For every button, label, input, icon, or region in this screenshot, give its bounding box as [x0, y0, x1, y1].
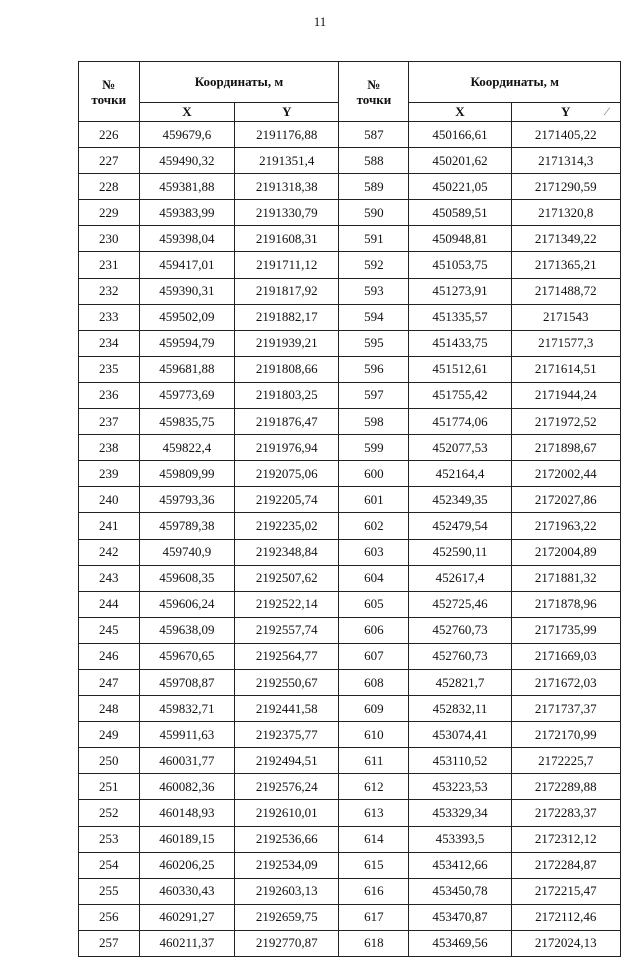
y-coordinate-cell: 2171349,22: [511, 226, 621, 252]
x-coordinate-cell: 459606,24: [139, 591, 235, 617]
point-number-cell: 247: [79, 669, 140, 695]
coordinates-table: [78, 61, 621, 957]
number-sign-label: №: [102, 76, 116, 92]
point-number-cell: 256: [79, 904, 140, 930]
y-coordinate-cell: 2172027,86: [511, 487, 621, 513]
point-number-cell: 252: [79, 800, 140, 826]
y-coordinate-cell: 2191176,88: [235, 122, 339, 148]
x-coordinate-cell: 459381,88: [139, 174, 235, 200]
table-row: [79, 226, 621, 252]
y-coordinate-cell: 2172284,87: [511, 852, 621, 878]
y-coordinate-cell: 2172004,89: [511, 539, 621, 565]
table-row: [79, 748, 621, 774]
y-coordinate-cell: 2171405,22: [511, 122, 621, 148]
point-number-cell: 248: [79, 696, 140, 722]
point-number-cell: 231: [79, 252, 140, 278]
x-coordinate-cell: 452760,73: [409, 617, 511, 643]
point-number-cell: 253: [79, 826, 140, 852]
point-number-cell: 241: [79, 513, 140, 539]
x-coordinate-cell: 459793,36: [139, 487, 235, 513]
table-row: [79, 382, 621, 408]
point-number-cell: 593: [339, 278, 409, 304]
x-coordinate-cell: 459417,01: [139, 252, 235, 278]
y-coordinate-cell: 2192235,02: [235, 513, 339, 539]
y-coordinate-cell: 2171878,96: [511, 591, 621, 617]
y-coordinate-cell: 2192494,51: [235, 748, 339, 774]
y-coordinate-cell: 2192536,66: [235, 826, 339, 852]
point-number-cell: 601: [339, 487, 409, 513]
point-number-cell: 232: [79, 278, 140, 304]
x-coordinate-cell: 459773,69: [139, 382, 235, 408]
y-coordinate-cell: 2192557,74: [235, 617, 339, 643]
point-number-cell: 587: [339, 122, 409, 148]
point-number-cell: 243: [79, 565, 140, 591]
x-coordinate-cell: 459398,04: [139, 226, 235, 252]
y-coordinate-cell: 2192603,13: [235, 878, 339, 904]
x-coordinate-cell: 453223,53: [409, 774, 511, 800]
x-coordinate-cell: 459789,38: [139, 513, 235, 539]
point-number-cell: 233: [79, 304, 140, 330]
x-coordinate-cell: 460330,43: [139, 878, 235, 904]
point-number-header-left: [79, 62, 140, 122]
x-coordinate-cell: 452479,54: [409, 513, 511, 539]
point-number-cell: 608: [339, 669, 409, 695]
x-coordinate-cell: 459390,31: [139, 278, 235, 304]
y-coordinate-cell: 2192522,14: [235, 591, 339, 617]
y-coordinate-cell: 2191817,92: [235, 278, 339, 304]
point-number-cell: 245: [79, 617, 140, 643]
point-number-cell: 249: [79, 722, 140, 748]
point-number-cell: 610: [339, 722, 409, 748]
x-coordinate-cell: 451053,75: [409, 252, 511, 278]
table-row: [79, 826, 621, 852]
x-coordinate-cell: 453412,66: [409, 852, 511, 878]
point-number-cell: 603: [339, 539, 409, 565]
point-number-cell: 592: [339, 252, 409, 278]
table-row: [79, 487, 621, 513]
y-coordinate-cell: 2171972,52: [511, 409, 621, 435]
table-row: [79, 435, 621, 461]
x-coordinate-cell: 453470,87: [409, 904, 511, 930]
y-coordinate-cell: 2192375,77: [235, 722, 339, 748]
y-coordinate-cell: 2172002,44: [511, 461, 621, 487]
y-coordinate-cell: 2191803,25: [235, 382, 339, 408]
y-coordinate-cell: 2191330,79: [235, 200, 339, 226]
x-coordinate-cell: 460148,93: [139, 800, 235, 826]
y-coordinate-cell: 2171543: [511, 304, 621, 330]
y-coordinate-cell: 2192441,58: [235, 696, 339, 722]
x-coordinate-cell: 453329,34: [409, 800, 511, 826]
table-row: [79, 878, 621, 904]
point-number-cell: 237: [79, 409, 140, 435]
table-row: [79, 174, 621, 200]
y-coordinate-cell: 2172289,88: [511, 774, 621, 800]
point-number-cell: 246: [79, 643, 140, 669]
x-coordinate-cell: 459383,99: [139, 200, 235, 226]
point-number-cell: 234: [79, 330, 140, 356]
point-number-cell: 599: [339, 435, 409, 461]
table-row: [79, 330, 621, 356]
y-coordinate-cell: 2191939,21: [235, 330, 339, 356]
x-coordinate-cell: 453469,56: [409, 930, 511, 956]
x-coordinate-cell: 459670,65: [139, 643, 235, 669]
number-sign-label: №: [367, 76, 381, 92]
x-coordinate-cell: 452617,4: [409, 565, 511, 591]
table-row: [79, 722, 621, 748]
x-coordinate-cell: 459708,87: [139, 669, 235, 695]
point-number-cell: 255: [79, 878, 140, 904]
point-number-cell: 609: [339, 696, 409, 722]
y-coordinate-cell: 2171881,32: [511, 565, 621, 591]
x-coordinate-cell: 452077,53: [409, 435, 511, 461]
x-coordinate-cell: 459809,99: [139, 461, 235, 487]
table-row: [79, 617, 621, 643]
point-number-cell: 615: [339, 852, 409, 878]
x-coordinate-cell: 450166,61: [409, 122, 511, 148]
point-number-cell: 230: [79, 226, 140, 252]
y-coordinate-cell: 2171737,37: [511, 696, 621, 722]
y-coordinate-cell: 2191608,31: [235, 226, 339, 252]
table-row: [79, 774, 621, 800]
x-coordinate-cell: 451433,75: [409, 330, 511, 356]
table-row: [79, 409, 621, 435]
x-coordinate-cell: 459502,09: [139, 304, 235, 330]
scan-mark: ⁄: [606, 104, 609, 118]
y-coordinate-cell: 2192564,77: [235, 643, 339, 669]
point-number-cell: 600: [339, 461, 409, 487]
y-coordinate-cell: 2191351,4: [235, 148, 339, 174]
x-coordinate-cell: 459832,71: [139, 696, 235, 722]
x-coordinate-cell: 450589,51: [409, 200, 511, 226]
point-number-cell: 254: [79, 852, 140, 878]
y-coordinate-cell: 2171614,51: [511, 356, 621, 382]
x-coordinate-cell: 460211,37: [139, 930, 235, 956]
y-coordinate-cell: 2171735,99: [511, 617, 621, 643]
x-coordinate-cell: 459490,32: [139, 148, 235, 174]
point-number-cell: 618: [339, 930, 409, 956]
y-column-header-left: Y: [235, 103, 339, 122]
point-number-cell: 227: [79, 148, 140, 174]
x-coordinate-cell: 452760,73: [409, 643, 511, 669]
point-number-cell: 596: [339, 356, 409, 382]
point-number-cell: 606: [339, 617, 409, 643]
x-coordinate-cell: 459835,75: [139, 409, 235, 435]
y-coordinate-cell: 2171290,59: [511, 174, 621, 200]
x-coordinate-cell: 452725,46: [409, 591, 511, 617]
y-coordinate-cell: 2171963,22: [511, 513, 621, 539]
point-number-cell: 239: [79, 461, 140, 487]
x-coordinate-cell: 450221,05: [409, 174, 511, 200]
point-number-cell: 589: [339, 174, 409, 200]
point-number-cell: 602: [339, 513, 409, 539]
x-coordinate-cell: 451273,91: [409, 278, 511, 304]
point-number-cell: 590: [339, 200, 409, 226]
point-number-cell: 228: [79, 174, 140, 200]
point-number-cell: 595: [339, 330, 409, 356]
y-coordinate-cell: 2192348,84: [235, 539, 339, 565]
table-row: [79, 591, 621, 617]
table-row: [79, 148, 621, 174]
table-row: [79, 669, 621, 695]
table-row: [79, 904, 621, 930]
point-number-cell: 226: [79, 122, 140, 148]
y-coordinate-cell: 2171669,03: [511, 643, 621, 669]
x-coordinate-cell: 459638,09: [139, 617, 235, 643]
x-coordinate-cell: 459608,35: [139, 565, 235, 591]
y-coordinate-cell: 2192550,67: [235, 669, 339, 695]
point-number-cell: 597: [339, 382, 409, 408]
x-coordinate-cell: 453110,52: [409, 748, 511, 774]
y-coordinate-cell: 2191808,66: [235, 356, 339, 382]
y-coordinate-cell: 2192576,24: [235, 774, 339, 800]
y-coordinate-cell: 2192205,74: [235, 487, 339, 513]
point-number-cell: 613: [339, 800, 409, 826]
y-coordinate-cell: 2172170,99: [511, 722, 621, 748]
x-coordinate-cell: 452164,4: [409, 461, 511, 487]
y-coordinate-cell: 2191876,47: [235, 409, 339, 435]
x-coordinate-cell: 452821,7: [409, 669, 511, 695]
y-coordinate-cell: 2172215,47: [511, 878, 621, 904]
point-number-cell: 242: [79, 539, 140, 565]
point-number-cell: 604: [339, 565, 409, 591]
y-column-header-right: Y: [511, 103, 621, 122]
table-row: [79, 513, 621, 539]
y-coordinate-cell: 2172024,13: [511, 930, 621, 956]
point-number-cell: 250: [79, 748, 140, 774]
x-coordinate-cell: 460031,77: [139, 748, 235, 774]
table-row: [79, 122, 621, 148]
point-number-cell: 598: [339, 409, 409, 435]
x-column-header-left: X: [139, 103, 235, 122]
point-number-cell: 607: [339, 643, 409, 669]
x-coordinate-cell: 450948,81: [409, 226, 511, 252]
x-coordinate-cell: 459740,9: [139, 539, 235, 565]
point-number-cell: 257: [79, 930, 140, 956]
x-coordinate-cell: 460206,25: [139, 852, 235, 878]
y-coordinate-cell: 2192610,01: [235, 800, 339, 826]
x-coordinate-cell: 451755,42: [409, 382, 511, 408]
point-number-cell: 240: [79, 487, 140, 513]
y-coordinate-cell: 2171320,8: [511, 200, 621, 226]
point-number-cell: 236: [79, 382, 140, 408]
point-number-header-right: [339, 62, 409, 122]
coordinates-table-body: [79, 122, 621, 957]
coordinates-header-left: Координаты, м: [139, 62, 339, 103]
table-row: [79, 304, 621, 330]
table-row: [79, 200, 621, 226]
y-coordinate-cell: 2171672,03: [511, 669, 621, 695]
x-coordinate-cell: 459594,79: [139, 330, 235, 356]
y-coordinate-cell: 2172225,7: [511, 748, 621, 774]
y-coordinate-cell: 2191882,17: [235, 304, 339, 330]
point-number-cell: 612: [339, 774, 409, 800]
y-coordinate-cell: 2192659,75: [235, 904, 339, 930]
page-number: 11: [313, 14, 327, 29]
y-coordinate-cell: 2192507,62: [235, 565, 339, 591]
y-coordinate-cell: 2171944,24: [511, 382, 621, 408]
y-coordinate-cell: 2192534,09: [235, 852, 339, 878]
point-number-cell: 244: [79, 591, 140, 617]
x-coordinate-cell: 460189,15: [139, 826, 235, 852]
x-coordinate-cell: 452590,11: [409, 539, 511, 565]
point-number-cell: 616: [339, 878, 409, 904]
x-coordinate-cell: 460291,27: [139, 904, 235, 930]
point-number-cell: 229: [79, 200, 140, 226]
x-coordinate-cell: 453074,41: [409, 722, 511, 748]
point-number-cell: 235: [79, 356, 140, 382]
y-coordinate-cell: 2171488,72: [511, 278, 621, 304]
table-row: [79, 696, 621, 722]
point-number-cell: 594: [339, 304, 409, 330]
x-coordinate-cell: 451774,06: [409, 409, 511, 435]
x-coordinate-cell: 459911,63: [139, 722, 235, 748]
point-number-cell: 605: [339, 591, 409, 617]
y-coordinate-cell: 2192770,87: [235, 930, 339, 956]
y-coordinate-cell: 2171365,21: [511, 252, 621, 278]
y-coordinate-cell: 2171898,67: [511, 435, 621, 461]
x-coordinate-cell: 453450,78: [409, 878, 511, 904]
x-coordinate-cell: 459681,88: [139, 356, 235, 382]
point-number-cell: 588: [339, 148, 409, 174]
x-coordinate-cell: 459679,6: [139, 122, 235, 148]
y-coordinate-cell: 2171577,3: [511, 330, 621, 356]
x-coordinate-cell: 451335,57: [409, 304, 511, 330]
y-coordinate-cell: 2191318,38: [235, 174, 339, 200]
table-row: [79, 252, 621, 278]
y-coordinate-cell: 2191976,94: [235, 435, 339, 461]
x-coordinate-cell: 452832,11: [409, 696, 511, 722]
x-column-header-right: X: [409, 103, 511, 122]
point-label: точки: [356, 91, 392, 107]
table-row: [79, 852, 621, 878]
point-number-cell: 611: [339, 748, 409, 774]
y-coordinate-cell: 2172283,37: [511, 800, 621, 826]
point-label: точки: [91, 91, 127, 107]
table-row: [79, 565, 621, 591]
y-coordinate-cell: 2171314,3: [511, 148, 621, 174]
table-row: [79, 643, 621, 669]
table-row: [79, 800, 621, 826]
y-coordinate-cell: 2172312,12: [511, 826, 621, 852]
coordinates-header-right: Координаты, м: [409, 62, 621, 103]
point-number-cell: 251: [79, 774, 140, 800]
y-coordinate-cell: 2191711,12: [235, 252, 339, 278]
y-coordinate-cell: 2192075,06: [235, 461, 339, 487]
x-coordinate-cell: 450201,62: [409, 148, 511, 174]
point-number-cell: 614: [339, 826, 409, 852]
table-row: [79, 356, 621, 382]
point-number-cell: 617: [339, 904, 409, 930]
point-number-cell: 238: [79, 435, 140, 461]
point-number-cell: 591: [339, 226, 409, 252]
table-row: [79, 461, 621, 487]
x-coordinate-cell: 459822,4: [139, 435, 235, 461]
x-coordinate-cell: 453393,5: [409, 826, 511, 852]
y-coordinate-cell: 2172112,46: [511, 904, 621, 930]
table-row: [79, 539, 621, 565]
x-coordinate-cell: 452349,35: [409, 487, 511, 513]
table-row: [79, 930, 621, 956]
x-coordinate-cell: 451512,61: [409, 356, 511, 382]
table-row: [79, 278, 621, 304]
x-coordinate-cell: 460082,36: [139, 774, 235, 800]
